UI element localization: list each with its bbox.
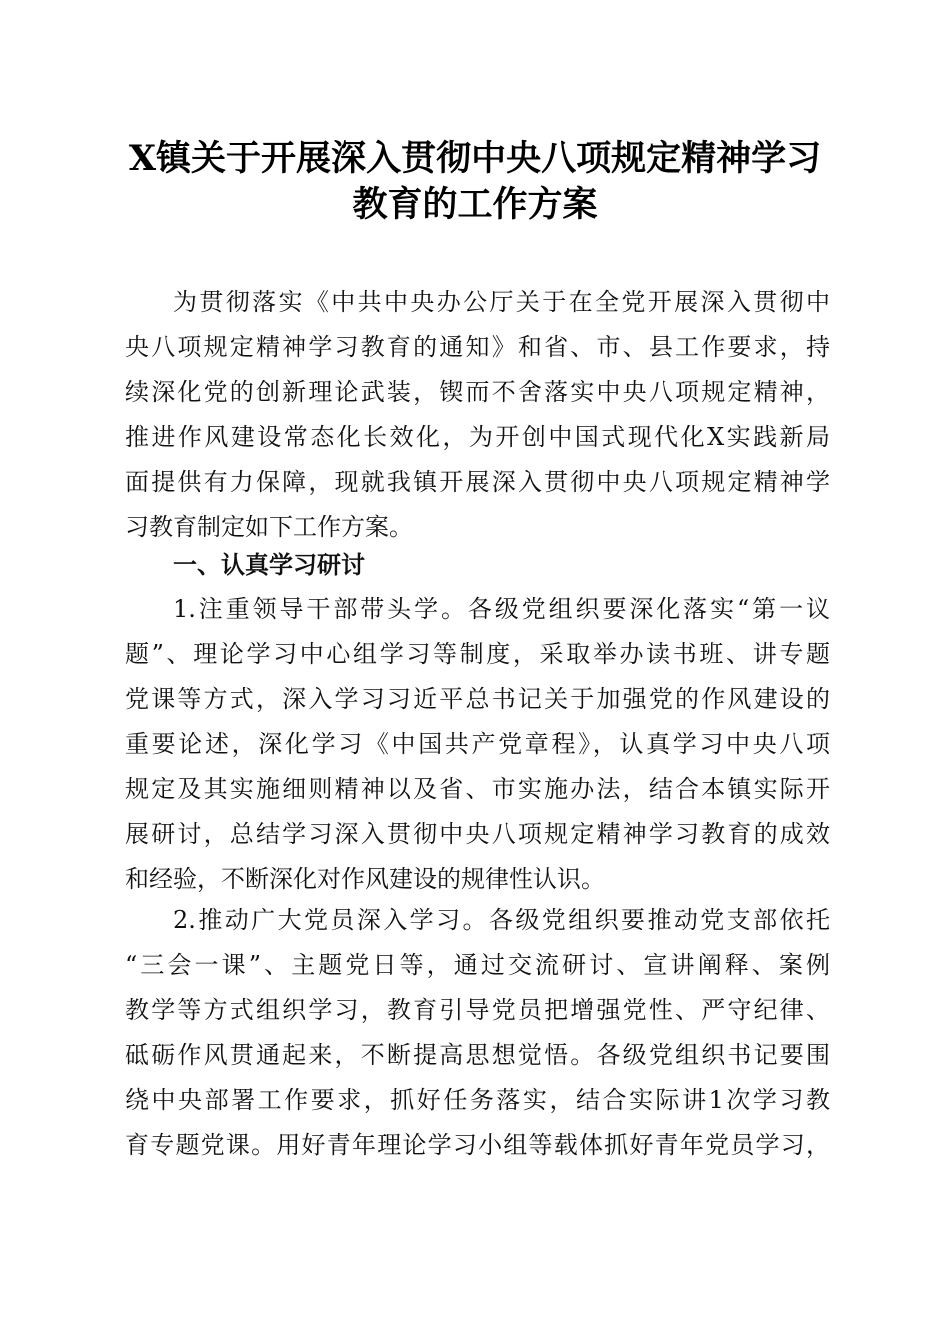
paragraph-line: 题”、理论学习中心组学习等制度，采取举办读书班、讲专题 (125, 640, 830, 668)
section-heading: 一、认真学习研讨 (173, 551, 365, 579)
paragraph-line: 为贯彻落实《中共中央办公厅关于在全党开展深入贯彻中 (173, 288, 830, 316)
paragraph-line: 规定及其实施细则精神以及省、市实施办法，结合本镇实际开 (125, 775, 830, 803)
paragraph-line: 砥砺作风贯通起来，不断提高思想觉悟。各级党组织书记要围 (125, 1041, 830, 1069)
paragraph-line: 和经验，不断深化对作风建设的规律性认识。 (125, 865, 605, 893)
paragraph-line: “三会一课”、主题党日等，通过交流研讨、宣讲阐释、案例 (125, 951, 830, 979)
paragraph-line: 教学等方式组织学习，教育引导党员把增强党性、严守纪律、 (125, 996, 830, 1024)
paragraph-line: 央八项规定精神学习教育的通知》和省、市、县工作要求，持 (125, 333, 830, 361)
paragraph-line: 党课等方式，深入学习习近平总书记关于加强党的作风建设的 (125, 685, 830, 713)
paragraph-line: 1.注重领导干部带头学。各级党组织要深化落实“第一议 (173, 595, 830, 623)
paragraph-line: 面提供有力保障，现就我镇开展深入贯彻中央八项规定精神学 (125, 468, 830, 496)
paragraph-line: 2.推动广大党员深入学习。各级党组织要推动党支部依托 (173, 906, 830, 934)
paragraph-line: 绕中央部署工作要求，抓好任务落实，结合实际讲1次学习教 (125, 1086, 830, 1114)
intro-paragraph (125, 280, 830, 550)
item-2-paragraph (125, 898, 830, 1168)
item-1-paragraph (125, 587, 830, 902)
paragraph-line: 推进作风建设常态化长效化，为开创中国式现代化X实践新局 (125, 423, 830, 451)
paragraph-line: 续深化党的创新理论武装，锲而不舍落实中央八项规定精神， (125, 378, 830, 406)
document-title-line-1: X镇关于开展深入贯彻中央八项规定精神学习 (128, 138, 822, 179)
paragraph-line: 育专题党课。用好青年理论学习小组等载体抓好青年党员学习， (125, 1131, 830, 1159)
document-title-line-2: 教育的工作方案 (352, 184, 598, 225)
paragraph-line: 重要论述，深化学习《中国共产党章程》，认真学习中央八项 (125, 730, 830, 758)
paragraph-line: 习教育制定如下工作方案。 (125, 513, 413, 541)
paragraph-line: 展研讨，总结学习深入贯彻中央八项规定精神学习教育的成效 (125, 820, 830, 848)
